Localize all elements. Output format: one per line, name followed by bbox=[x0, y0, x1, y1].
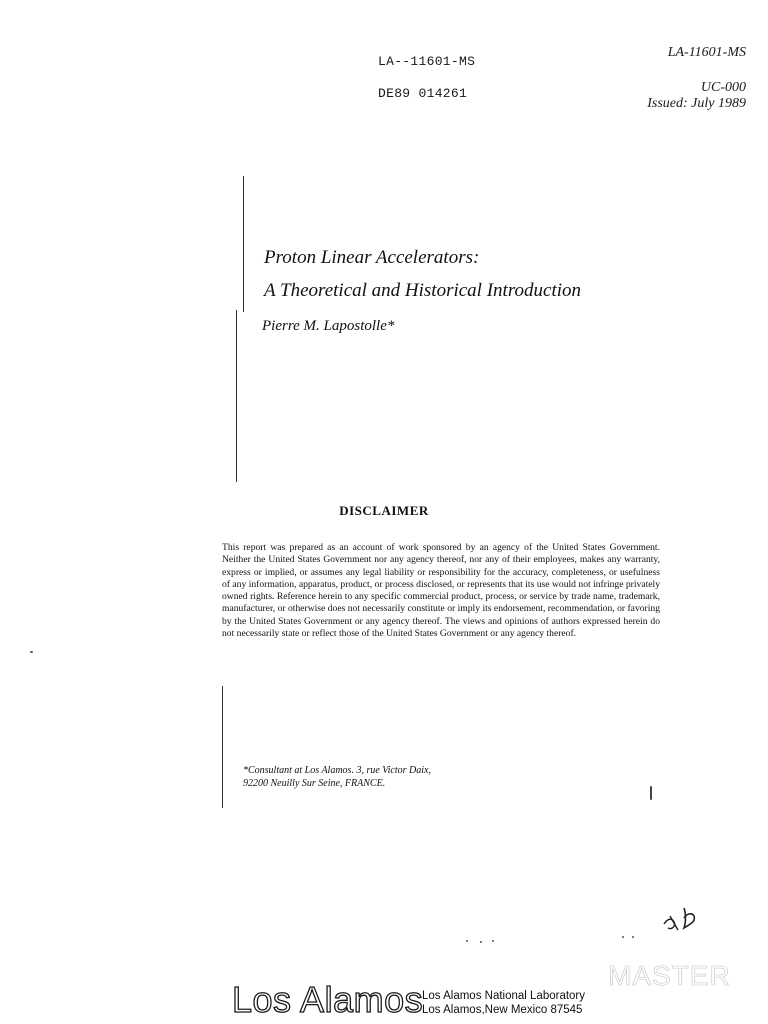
handwritten-initials-icon bbox=[660, 904, 706, 934]
category-code: UC-000 bbox=[700, 80, 746, 95]
scan-speck bbox=[622, 936, 624, 938]
author-name: Pierre M. Lapostolle* bbox=[262, 318, 395, 334]
footnote-line2: 92200 Neuilly Sur Seine, FRANCE. bbox=[243, 778, 386, 789]
scan-speck bbox=[480, 941, 482, 943]
document-title-line2: A Theoretical and Historical Introduction bbox=[264, 280, 581, 301]
disclaimer-heading: DISCLAIMER bbox=[339, 503, 429, 518]
los-alamos-logo: Los Alamos bbox=[232, 979, 424, 1020]
scan-speck bbox=[492, 940, 494, 942]
footnote-rule bbox=[222, 686, 223, 808]
title-rule-lower bbox=[236, 310, 237, 482]
scan-speck bbox=[466, 940, 468, 942]
document-title-line1: Proton Linear Accelerators: bbox=[264, 247, 480, 268]
disclaimer-body: This report was prepared as an account of work sponsored by an agency of the United States Government. Neither the United States Government nor any agency thereof, nor any of their employees, makes any warranty, express or implied, or assumes any legal liability or responsibility for the accuracy, completeness, or usefulness of any information, apparatus, product, or process disclosed, or represents that its use would not infringe privately owned rights. Reference herein to any specific commercial product, process, or service by trade name, trademark, manufacturer, or otherwise does not necessarily constitute or imply its endorsement, recommendation, or favoring by the United States Government or any agency thereof. The views and opinions of authors expressed herein do not necessarily state or reflect those of the United States Government or any agency thereof. bbox=[222, 542, 660, 640]
title-rule-upper bbox=[243, 176, 244, 312]
scan-mark bbox=[650, 786, 652, 800]
lab-name: Los Alamos National Laboratory bbox=[422, 990, 586, 1002]
report-number: LA-11601-MS bbox=[667, 45, 746, 60]
margin-speck bbox=[30, 651, 33, 653]
master-stamp: MASTER bbox=[608, 960, 731, 991]
issue-date: Issued: July 1989 bbox=[647, 96, 746, 111]
typed-doe-number: DE89 014261 bbox=[378, 86, 468, 101]
footnote-line1: *Consultant at Los Alamos. 3, rue Victor Daix, bbox=[243, 765, 431, 776]
scan-speck bbox=[632, 936, 634, 938]
typed-report-number: LA--11601-MS bbox=[378, 54, 476, 69]
lab-location: Los Alamos,New Mexico 87545 bbox=[422, 1004, 583, 1016]
